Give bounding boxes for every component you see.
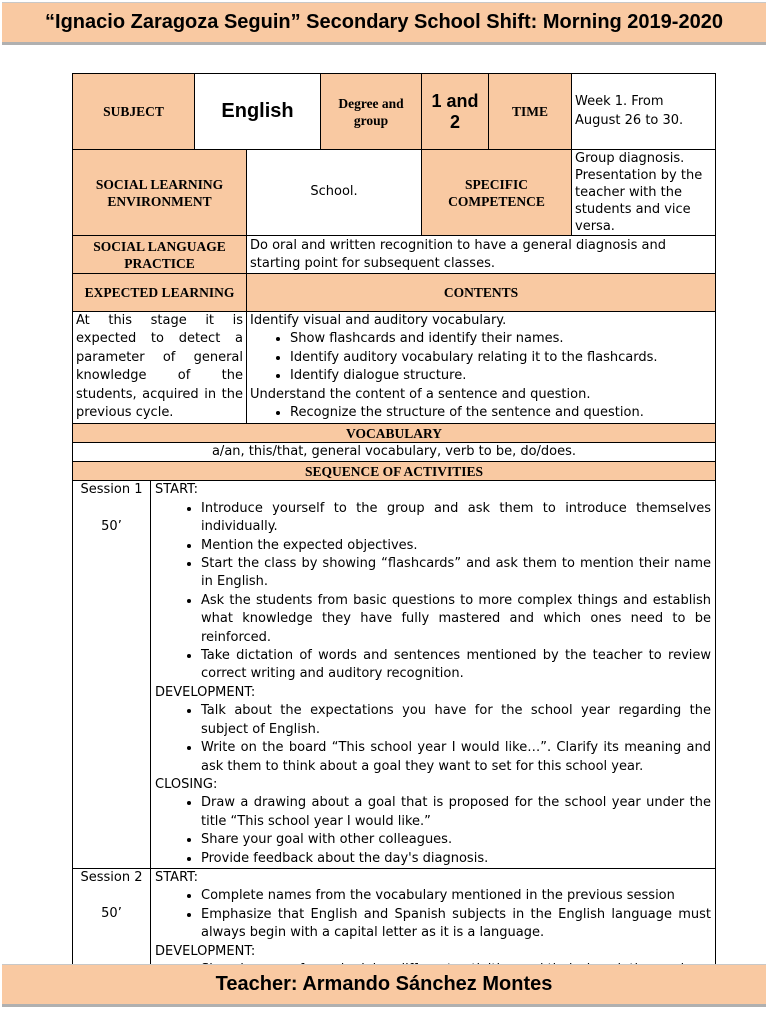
environment-row (73, 150, 716, 236)
expected-learning-value: At this stage it is expected to detect a parameter of general knowledge of the students, acquired in the previous cycle. (73, 312, 247, 424)
start-list (155, 887, 711, 942)
session-name: Session 2 (80, 869, 143, 885)
list-item: • Take dictation of words and sentences mentioned by the teacher to review correct writing and auditory recognition. (201, 647, 711, 684)
specific-competence-label: SPECIFIC COMPETENCE (422, 150, 572, 236)
contents-line-1: Identify visual and auditory vocabulary. (250, 313, 507, 328)
development-list (155, 702, 711, 776)
school-header-text: “Ignacio Zaragoza Seguin” Secondary School Shift: Morning 2019-2020 (45, 11, 723, 33)
social-environment-label: SOCIAL LEARNING ENVIRONMENT (73, 150, 247, 236)
teacher-footer (2, 964, 766, 1007)
learning-header-row (73, 274, 716, 312)
session-name: Session 1 (80, 482, 143, 498)
development-label: DEVELOPMENT: (155, 943, 256, 959)
session-duration: 50’ (101, 906, 122, 922)
list-item: • Complete names from the vocabulary mentioned in the previous session (201, 887, 711, 905)
list-item: • Talk about the expectations you have for the school year regarding the subject of English. (201, 702, 711, 739)
list-item: • Recognize the structure of the sentence and question. (290, 404, 712, 422)
closing-list (155, 794, 711, 868)
list-item: • Identify dialogue structure. (290, 367, 712, 385)
session-duration: 50’ (101, 518, 122, 534)
list-item: • Write on the board “This school year I would like…”. Clarify its meaning and ask them to think about a goal they want to set for this school year. (201, 739, 711, 776)
subject-label: SUBJECT (73, 74, 195, 150)
list-item: • Draw a drawing about a goal that is proposed for the school year under the title “This school year I would like.” (201, 794, 711, 831)
list-item: • Ask the students from basic questions to more complex things and establish what knowledge they have fully mastered and which ones need to be reinforced. (201, 592, 711, 647)
list-item: • Show flashcards and identify their names. (290, 330, 712, 348)
contents-line-2: Understand the content of a sentence and question. (250, 386, 591, 402)
contents-list-1 (250, 330, 712, 385)
degree-label: Degree and group (321, 74, 422, 150)
language-practice-row (73, 236, 716, 274)
contents-value (247, 312, 716, 424)
subject-value: English (195, 74, 321, 150)
list-item: • Introduce yourself to the group and ask them to introduce themselves individually. (201, 500, 711, 537)
learning-row (73, 312, 716, 424)
sequence-header-row (73, 462, 716, 481)
school-header (2, 2, 766, 45)
contents-list-2 (250, 404, 712, 422)
vocabulary-label: VOCABULARY (73, 424, 716, 443)
list-item: • Mention the expected objectives. (201, 537, 711, 555)
time-label: TIME (489, 74, 572, 150)
session-1-activities (151, 481, 716, 869)
time-value: Week 1. From August 26 to 30. (572, 74, 716, 150)
list-item: • Share your goal with other colleagues. (201, 831, 711, 849)
lesson-plan-table (72, 73, 716, 980)
list-item: • Emphasize that English and Spanish subjects in the English language must always begin with a capital letter as it is a language. (201, 906, 711, 943)
contents-label: CONTENTS (247, 274, 716, 312)
list-item: • Start the class by showing “flashcards” and ask them to mention their name in English. (201, 555, 711, 592)
language-practice-label: SOCIAL LANGUAGE PRACTICE (73, 236, 247, 274)
list-item: • Provide feedback about the day's diagnosis. (201, 850, 711, 868)
session-1-row (73, 481, 716, 869)
vocabulary-row (73, 443, 716, 462)
subject-row (73, 74, 716, 150)
degree-value: 1 and 2 (422, 74, 489, 150)
vocabulary-header-row (73, 424, 716, 443)
session-1-time (73, 481, 151, 869)
language-practice-value: Do oral and written recognition to have a general diagnosis and starting point for subsequent classes. (247, 236, 716, 274)
social-environment-value: School. (247, 150, 422, 236)
start-list (155, 500, 711, 684)
specific-competence-value: Group diagnosis. Presentation by the teacher with the students and vice versa. (572, 150, 716, 236)
development-label: DEVELOPMENT: (155, 684, 256, 700)
sequence-label: SEQUENCE OF ACTIVITIES (73, 462, 716, 481)
lesson-plan (72, 73, 715, 980)
teacher-footer-text: Teacher: Armando Sánchez Montes (215, 973, 553, 995)
expected-learning-label: EXPECTED LEARNING (73, 274, 247, 312)
closing-label: CLOSING: (155, 776, 218, 792)
list-item: • Identify auditory vocabulary relating it to the flashcards. (290, 349, 712, 367)
vocabulary-value: a/an, this/that, general vocabulary, verb to be, do/does. (73, 443, 716, 462)
start-label: START: (155, 869, 199, 885)
start-label: START: (155, 482, 199, 498)
